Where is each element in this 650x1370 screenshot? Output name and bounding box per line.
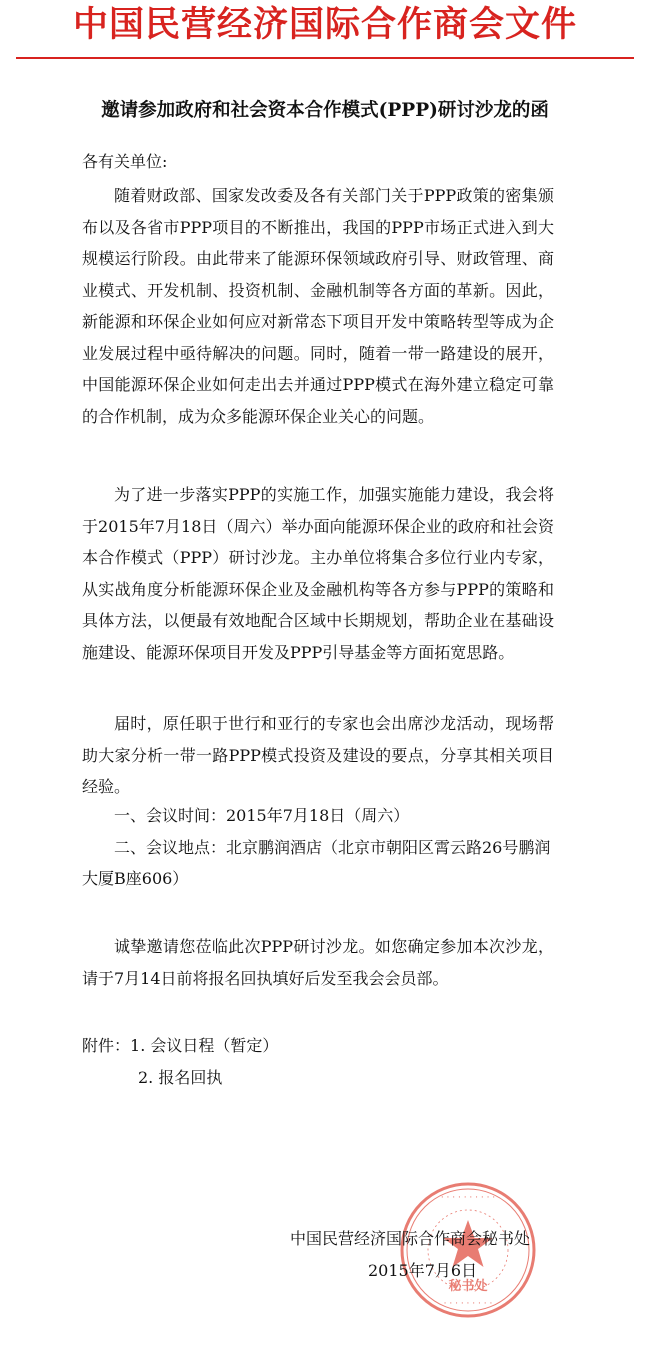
paragraph-1: [82, 180, 554, 432]
attachment-item-1: 1. 会议日程（暂定）: [130, 1036, 279, 1055]
letterhead-rule: [16, 57, 634, 59]
meeting-time: 一、会议时间：2015年7月18日（周六）: [114, 806, 410, 825]
attachments: [82, 1030, 278, 1093]
attachment-row-1: [82, 1030, 278, 1062]
svg-text:· · · · · · · · ·: · · · · · · · · ·: [443, 1299, 493, 1309]
seal-center-text: 秘书处: [448, 1279, 488, 1294]
attachments-label: 附件：: [82, 1036, 131, 1055]
invitation-paragraph: [82, 931, 554, 994]
signature-organization: 中国民营经济国际合作商会秘书处: [290, 1229, 531, 1248]
attachment-item-2: 2. 报名回执: [138, 1067, 223, 1087]
document-title: 邀请参加政府和社会资本合作模式(PPP)研讨沙龙的函: [101, 100, 549, 121]
paragraph-3: [82, 708, 554, 803]
paragraph-text: 为了进一步落实PPP的实施工作，加强实施能力建设，我会将于2015年7月18日（周六）举办面向能源环保企业的政府和社会资本合作模式（PPP）研讨沙龙。主办单位将集合多位行业内专家，从实战角度分析能源环保企业及金融机构等各方参与PPP的策略和具体方法，以便最有效地配合区域中长期规划，帮助企业在基础设施建设、能源环保项目开发及PPP引导基金等方面拓宽思路。: [82, 485, 554, 662]
meeting-place: 二、会议地点：北京鹏润酒店（北京市朝阳区霄云路26号鹏润大厦B座606）: [82, 837, 551, 888]
meeting-details: [82, 800, 554, 895]
paragraph-text: 届时，原任职于世行和亚行的专家也会出席沙龙活动，现场帮助大家分析一带一路PPP模式投资及建设的要点，分享其相关项目经验。: [82, 714, 554, 796]
paragraph-2: [82, 479, 554, 668]
paragraph-text: 随着财政部、国家发改委及各有关部门关于PPP政策的密集颁布以及各省市PPP项目的不断推出，我国的PPP市场正式进入到大规模运行阶段。由此带来了能源环保领域政府引导、财政管理、商业模式、开发机制、投资机制、金融机制等各方面的革新。因此，新能源和环保企业如何应对新常态下项目开发中策略转型等成为企业发展过程中亟待解决的问题。同时，随着一带一路建设的展开，中国能源环保企业如何走出去并通过PPP模式在海外建立稳定可靠的合作机制，成为众多能源环保企业关心的问题。: [82, 186, 554, 426]
signature-date: 2015年7月6日: [368, 1261, 478, 1280]
salutation: 各有关单位:: [82, 152, 168, 171]
invitation-text: 诚挚邀请您莅临此次PPP研讨沙龙。如您确定参加本次沙龙，请于7月14日前将报名回执填好后发至我会会员部。: [82, 937, 554, 988]
letterhead-title: 中国民营经济国际合作商会文件: [72, 4, 577, 45]
svg-text:· · · · · · · · · ·: · · · · · · · · · ·: [440, 1193, 496, 1203]
